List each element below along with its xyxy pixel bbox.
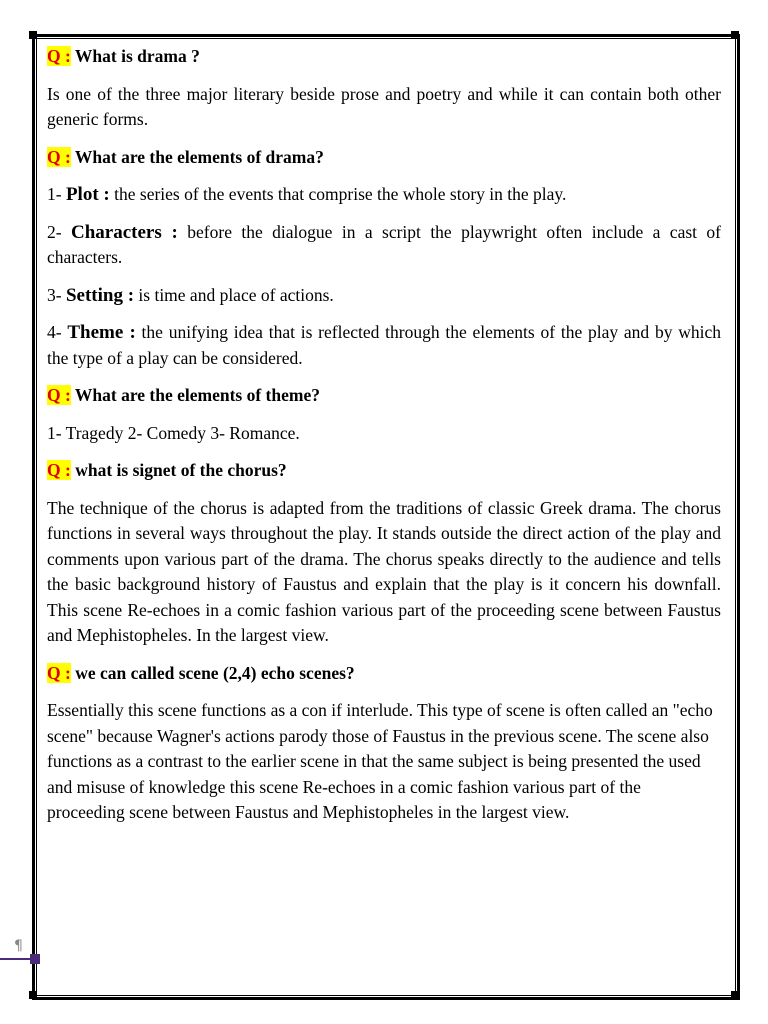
question-heading bbox=[47, 458, 721, 484]
answer-paragraph: Essentially this scene functions as a con if interlude. This type of scene is often called an "echo scene" because Wagner's actions parody those of Faustus in the previous scene. The scene also functions as a contrast to the earlier scene in that the same subject is being presented the used and misuse of knowledge this scene Re-echoes in a comic fashion various part of the proceeding scene between Faustus and Mephistopheles in the largest view. bbox=[47, 700, 713, 822]
question-tag: Q : bbox=[47, 460, 71, 480]
item-number: 3- bbox=[47, 284, 66, 305]
question-tag: Q : bbox=[47, 662, 71, 683]
margin-marker-square bbox=[30, 954, 40, 964]
question-text: what is signet of the chorus? bbox=[75, 460, 287, 480]
item-term: Characters : bbox=[71, 221, 178, 243]
element-item-theme bbox=[47, 320, 721, 371]
border-corner bbox=[29, 991, 37, 999]
question-heading bbox=[47, 661, 721, 687]
element-item-setting bbox=[47, 283, 721, 309]
answer-paragraph: Is one of the three major literary beside prose and poetry and while it can contain both other generic forms. bbox=[47, 83, 721, 129]
question-heading bbox=[47, 383, 721, 409]
question-text: What are the elements of drama? bbox=[74, 146, 324, 167]
border-corner bbox=[731, 31, 739, 39]
answer-paragraph: The technique of the chorus is adapted from the traditions of classic Greek drama. The chorus functions in several ways throughout the play. It stands outside the direct action of the play and comments upon various part of the drama. The chorus speaks directly to the audience and tells the basic background history of Faustus and explain that the play is it concern his downfall. This scene Re-echoes in a comic fashion various part of the proceeding scene between Faustus and Mephistopheles. In the largest view. bbox=[47, 497, 721, 645]
question-text: we can called scene (2,4) echo scenes? bbox=[75, 662, 355, 683]
item-term: Setting : bbox=[65, 284, 135, 306]
border-corner bbox=[731, 991, 739, 999]
item-text: is time and place of actions. bbox=[134, 284, 334, 305]
item-term: Plot : bbox=[65, 184, 110, 205]
question-tag: Q : bbox=[47, 385, 71, 405]
item-number: 1- bbox=[47, 184, 66, 204]
item-number: 2- bbox=[47, 221, 71, 242]
paragraph-mark-icon: ¶ bbox=[14, 938, 23, 954]
item-text: before the dialogue in a script the playwright often include a cast of characters. bbox=[47, 221, 721, 267]
question-text: What are the elements of theme? bbox=[74, 385, 320, 405]
question-heading bbox=[47, 145, 721, 171]
question-text: What is drama ? bbox=[74, 46, 200, 66]
item-text: the unifying idea that is reflected through the elements of the play and by which the type of a play can be considered. bbox=[47, 322, 721, 368]
question-heading bbox=[47, 44, 721, 70]
item-text: the series of the events that comprise the whole story in the play. bbox=[109, 184, 567, 204]
question-tag: Q : bbox=[47, 146, 71, 167]
item-term: Theme : bbox=[67, 322, 136, 343]
question-tag: Q : bbox=[47, 46, 71, 66]
answer-paragraph: 1- Tragedy 2- Comedy 3- Romance. bbox=[47, 422, 300, 443]
element-item-characters bbox=[47, 220, 721, 271]
document-body bbox=[47, 40, 721, 838]
item-number: 4- bbox=[47, 322, 68, 342]
border-corner bbox=[29, 31, 37, 39]
element-item-plot bbox=[47, 182, 721, 208]
